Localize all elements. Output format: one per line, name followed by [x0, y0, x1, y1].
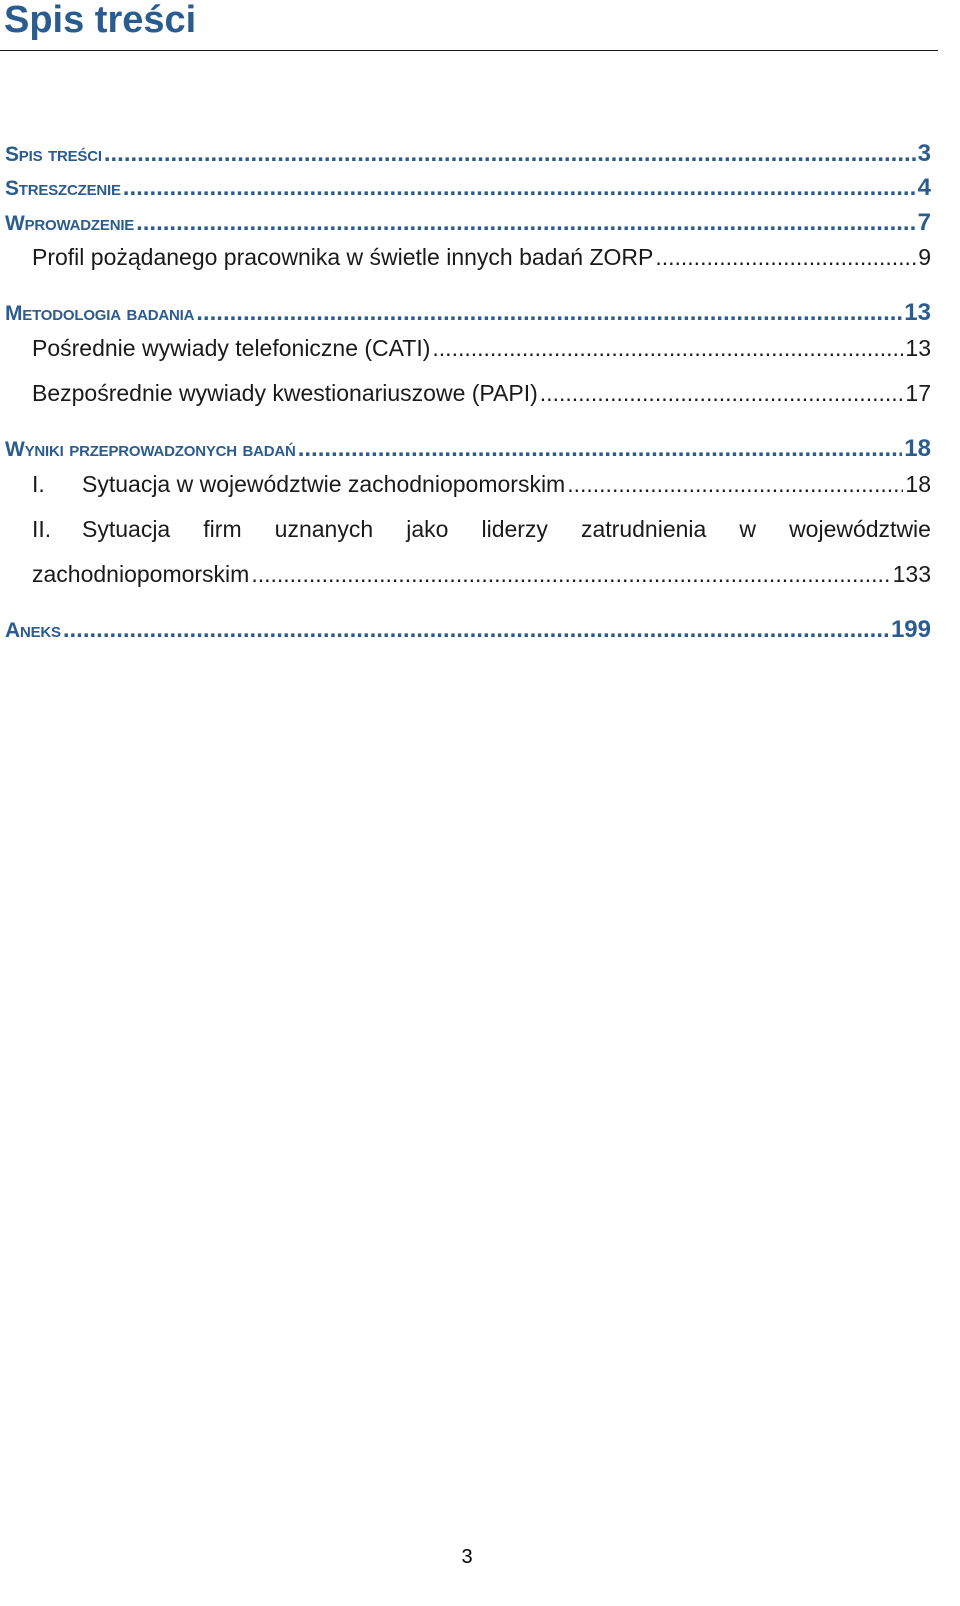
toc-page-number: 13 [905, 335, 931, 361]
toc-page-number: 133 [892, 561, 931, 587]
toc-entry-papi[interactable] [32, 378, 931, 408]
toc-entry-title: Wyniki przeprowadzonych badań [5, 438, 296, 461]
toc-dot-leader [196, 299, 902, 327]
toc-dot-leader [251, 559, 890, 589]
toc-page-number: 3 [917, 140, 931, 167]
toc-entry-word: jako [406, 516, 449, 542]
toc-entry-streszczenie[interactable] [5, 174, 931, 202]
toc-entry-title: Wprowadzenie [5, 212, 135, 235]
toc-page-number: 13 [904, 299, 931, 326]
toc-entry-title: Aneks [5, 619, 61, 642]
toc-entry-word: w [739, 516, 756, 542]
toc-dot-leader [298, 435, 903, 463]
roman-numeral: I. [32, 471, 45, 497]
toc-dot-leader [567, 469, 903, 499]
toc-entry-word: uznanych [274, 516, 374, 542]
toc-entry-word: firm [203, 516, 242, 542]
toc-page-number: 4 [917, 174, 931, 201]
toc-entry-word: Sytuacja [82, 516, 171, 542]
toc-entry-word: województwie [789, 516, 931, 542]
toc-page-number: 9 [918, 244, 931, 270]
toc-entry-title: Spis treści [5, 143, 102, 166]
toc-dot-leader [104, 140, 916, 168]
toc-entry-title: Metodologia badania [5, 302, 195, 325]
toc-entry-wprowadzenie[interactable] [5, 209, 931, 237]
page-title: Spis treści [4, 0, 197, 41]
toc-dot-leader [432, 333, 903, 363]
toc-entry-sytuacja-firm-line1[interactable] [32, 514, 931, 544]
toc-entry-word: liderzy [481, 516, 548, 542]
toc-entry-sytuacja-wojewodztwo[interactable] [32, 469, 931, 499]
toc-entry-title: Streszczenie [5, 177, 121, 200]
toc-entry-aneks[interactable] [5, 616, 931, 644]
toc-dot-leader [123, 174, 916, 202]
toc-entry-sytuacja-firm-line2[interactable] [32, 559, 931, 589]
toc-page-number: 18 [905, 471, 931, 497]
toc-entry-profil[interactable] [32, 242, 931, 272]
toc-entry-word: zatrudnienia [581, 516, 707, 542]
toc-dot-leader [655, 242, 916, 272]
toc-page-number: 199 [890, 616, 931, 643]
toc-dot-leader [136, 209, 916, 237]
toc-page-number: 7 [917, 209, 931, 236]
toc-dot-leader [63, 616, 889, 644]
toc-page-number: 17 [905, 380, 931, 406]
toc-page-number: 18 [904, 435, 931, 462]
toc-entry-title-text: Sytuacja w województwie zachodniopomorskim [82, 471, 566, 497]
toc-entry-metodologia[interactable] [5, 299, 931, 327]
toc-entry-word [32, 514, 170, 544]
toc-entry-title: Pośrednie wywiady telefoniczne (CATI) [32, 335, 431, 361]
heading-underline [0, 50, 938, 51]
toc-dot-leader [540, 378, 904, 408]
toc-entry-title [32, 469, 565, 499]
toc-entry-spis-tresci[interactable] [5, 140, 931, 168]
toc-entry-wyniki[interactable] [5, 435, 931, 463]
roman-numeral: II. [32, 516, 52, 542]
toc-entry-title: Profil pożądanego pracownika w świetle innych badań ZORP [32, 244, 654, 270]
page-number: 3 [461, 1546, 473, 1568]
toc-entry-title: Bezpośrednie wywiady kwestionariuszowe (PAPI) [32, 380, 538, 406]
toc-entry-cati[interactable] [32, 333, 931, 363]
toc-entry-title: zachodniopomorskim [32, 561, 250, 587]
